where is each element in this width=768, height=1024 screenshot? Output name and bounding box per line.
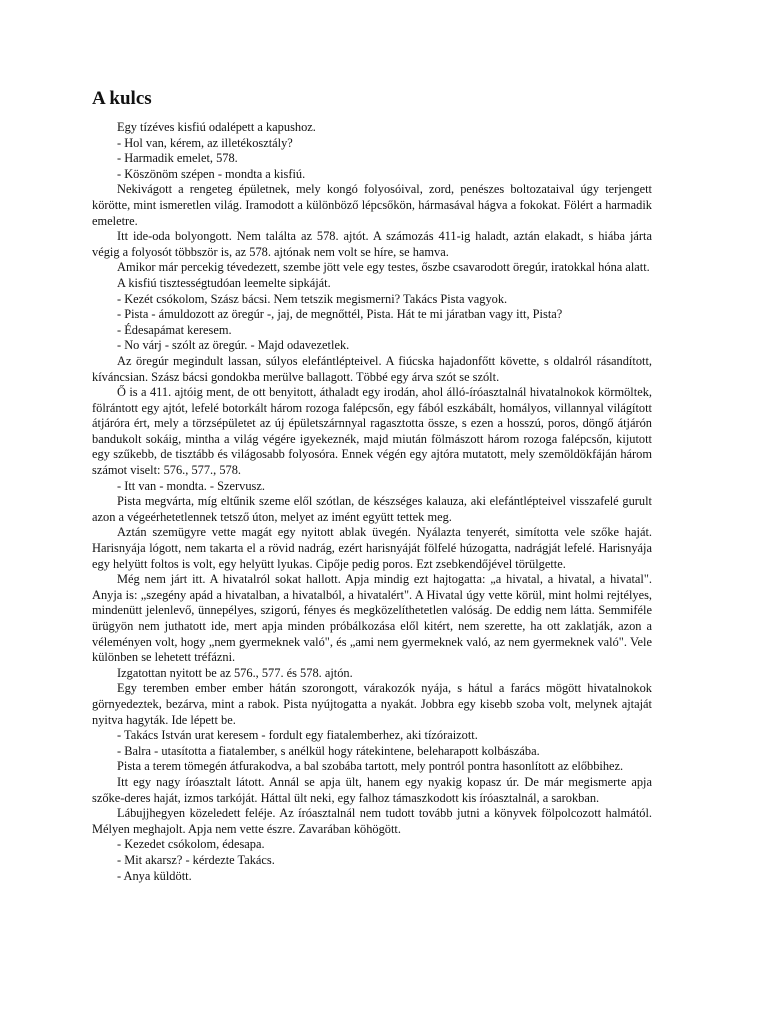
paragraph: Amikor már percekig tévedezett, szembe jött vele egy testes, őszbe csavarodott öregúr, iratokkal hóna alatt. xyxy=(117,260,650,275)
paragraph: Nekivágott a rengeteg épületnek, mely kongó folyosóival, zord, penészes boltozataival úgy terjengett körötte, mint ismeretlen világ. Iramodott a különböző lépcsőkön, hármasával hágva a fokokat. Fölért a harmadik emeletre. xyxy=(92,182,652,228)
paragraph: Egy tízéves kisfiú odalépett a kapushoz. xyxy=(117,120,316,134)
paragraph: - Takács István urat keresem - fordult egy fiatalemberhez, aki tízóraizott. xyxy=(117,728,478,743)
paragraph: - Mit akarsz? - kérdezte Takács. xyxy=(117,852,275,867)
paragraph: Az öregúr megindult lassan, súlyos elefántlépteivel. A fiúcska hajadonfőtt követte, s oldalról rásandított, kíváncsian. Szász bácsi gondokba merülve ballagott. Többé egy árva szót se szólt. xyxy=(92,353,652,384)
paragraph: Lábujjhegyen közeledett feléje. Az íróasztalnál nem tudott tovább jutni a könyvek fölpolcozott halmától. Mélyen meghajolt. Apja nem vette észre. Zavarában köhögött. xyxy=(92,806,652,836)
paragraph: Itt egy nagy íróasztalt látott. Annál se apja ült, hanem egy nyakig kopasz úr. De már megismerte apja szőke-deres haját, izmos tarkóját. Háttal ült neki, egy falhoz támaszkodott kis íróasztalnál, a sarokban. xyxy=(92,774,652,805)
paragraph: Itt ide-oda bolyongott. Nem találta az 578. ajtót. A számozás 411-ig haladt, aztán elakadt, s hiába járta végig a folyosót többször is, az 578. ajtónak nem volt se híre, se hamva. xyxy=(92,229,652,259)
document-page xyxy=(92,88,652,884)
paragraph: A kisfiú tisztességtudóan leemelte sipkáját. xyxy=(117,275,331,290)
paragraph: Ő is a 411. ajtóig ment, de ott benyitott, áthaladt egy irodán, ahol álló-íróasztalnál hivatalnokok körmöltek, fölrántott egy ajtót, lefelé botorkált három rozoga falépcsőn, egy fából eszkábált, homályos, villannyal világított átjáróra ért, mely a törzsépületet az új épületszárnnyal ragasztotta össze, s ezen a hosszú, poros, döngő átjárón bandukolt sokáig, mintha a világ végére igyekeznék, majd miután fölmászott három rozoga falépcsőn, kijutott egy szűkebb, de tisztább és világosabb folyosóra. Ennek végén egy ajtóra mutatott, mely szemöldökfáján három számot viselt: 576., 577., 578. xyxy=(92,385,652,478)
document-body xyxy=(92,120,652,884)
paragraph: - No várj - szólt az öregúr. - Majd odavezetlek. xyxy=(117,338,350,353)
paragraph: Pista a terem tömegén átfurakodva, a bal szobába tartott, mely pontról pontra hasonlított az előbbihez. xyxy=(117,759,624,774)
paragraph: - Kezedet csókolom, édesapa. xyxy=(117,837,265,852)
paragraph: - Kezét csókolom, Szász bácsi. Nem tetszik megismerni? Takács Pista vagyok. xyxy=(117,291,508,306)
paragraph: - Balra - utasította a fiatalember, s anélkül hogy rátekintene, beleharapott kolbászába. xyxy=(117,743,540,758)
paragraph: - Harmadik emelet, 578. xyxy=(117,151,238,166)
paragraph: Egy teremben ember ember hátán szorongott, várakozók nyája, s hátul a farács mögött hivatalnokok görnyedeztek, bezárva, mint a rabok. Pista nyújtogatta a nyakát. Jobbra egy kisebb szoba volt, melynek ajtaját nyitva hagyták. Ide lépett be. xyxy=(92,681,652,727)
paragraph: Aztán szemügyre vette magát egy nyitott ablak üvegén. Nyálazta tenyerét, simította vele szőke haját. Harisnyája lógott, nem takarta el a rövid nadrág, ezért harisnyáját fölfelé húzogatta, nadrágját lefelé. Harisnyája egy helyütt foltos is volt, egy helyütt lyukas. Cipője pedig poros. Ezt zsebkendőjével törülgette. xyxy=(92,525,652,571)
paragraph: - Itt van - mondta. - Szervusz. xyxy=(117,478,265,493)
paragraph: - Pista - ámuldozott az öregúr -, jaj, de megnőttél, Pista. Hát te mi járatban vagy itt, Pista? xyxy=(117,307,563,322)
paragraph: - Köszönöm szépen - mondta a kisfiú. xyxy=(117,166,306,181)
paragraph: Pista megvárta, míg eltűnik szeme elől szótlan, de készséges kalauza, aki elefántlépteivel visszafelé gurult azon a végeérhetetlennek tetsző úton, melyet az imént együtt tettek meg. xyxy=(92,494,652,524)
paragraph: Még nem járt itt. A hivatalról sokat hallott. Apja mindig ezt hajtogatta: „a hivatal, a hivatal, a hivatal". Anyja is: „szegény apád a hivatalban, a hivatalból, a hivatalért". A Hivatal úgy vette körül, mint holmi rejtélyes, mindenütt jelenlevő, ünnepélyes, szigorú, fényes és megközelíthetetlen valóság. De eddig nem látta. Semmiféle ürügyön nem juthatott ide, mert apja minden próbálkozása elől kitért, nem szerette, ha ott zaklatják, azon a véleményen volt, hogy „nem gyermeknek való", és „ami nem gyermeknek való, az nem gyermeknek való". Vele különben se lehetett tréfázni. xyxy=(92,572,652,665)
paragraph: - Édesapámat keresem. xyxy=(117,322,232,337)
paragraph: - Hol van, kérem, az illetékosztály? xyxy=(117,135,293,150)
paragraph: Izgatottan nyitott be az 576., 577. és 578. ajtón. xyxy=(117,665,353,680)
document-title: A kulcs xyxy=(92,88,152,109)
paragraph: - Anya küldött. xyxy=(117,868,192,883)
